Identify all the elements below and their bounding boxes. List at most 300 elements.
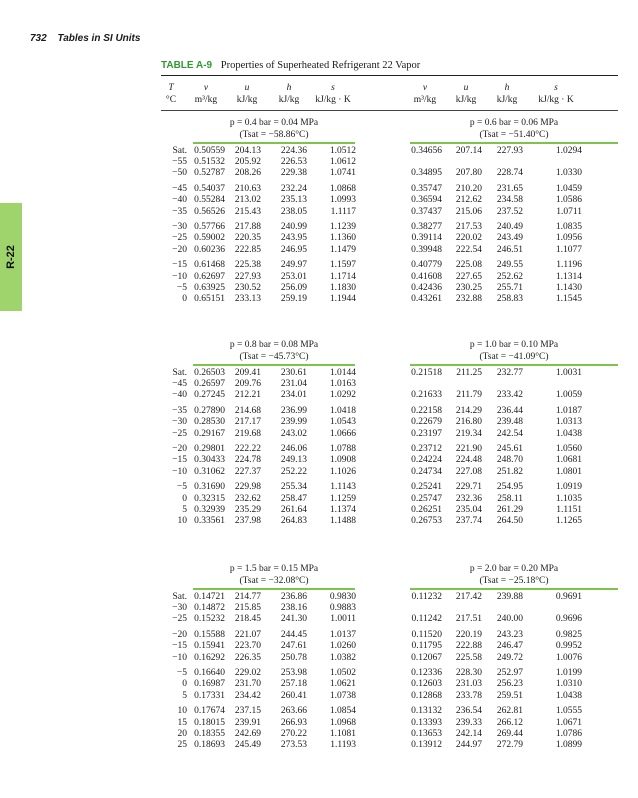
cell-right-3: 1.0059 bbox=[555, 390, 582, 401]
cell-left-3: 1.0144 bbox=[329, 368, 356, 378]
cell-left-0: 0.57766 bbox=[194, 222, 225, 233]
cell-left-3: 1.1117 bbox=[330, 206, 356, 217]
cell-left-3: 1.0666 bbox=[329, 428, 356, 439]
cell-left-0: 0.26597 bbox=[194, 379, 225, 390]
cell-left-2: 243.95 bbox=[280, 233, 307, 244]
cell-right-1: 242.14 bbox=[455, 728, 482, 739]
row-temperature: 0 bbox=[182, 293, 187, 304]
row-temperature: −15 bbox=[172, 260, 187, 271]
cell-left-0: 0.62697 bbox=[194, 271, 225, 282]
cell-right-2: 256.23 bbox=[496, 679, 523, 690]
cell-right-2: 252.97 bbox=[496, 668, 523, 679]
cell-right-0: 0.23712 bbox=[411, 444, 442, 455]
tsat-header-left: (Tsat = −58.86°C) bbox=[239, 130, 309, 140]
cell-left-2: 256.09 bbox=[280, 282, 307, 293]
cell-right-1: 236.54 bbox=[455, 706, 482, 717]
row-temperature: −35 bbox=[172, 406, 187, 417]
cell-right-2: 264.50 bbox=[496, 515, 523, 526]
cell-left-0: 0.18355 bbox=[194, 728, 225, 739]
cell-right-2: 246.47 bbox=[496, 641, 523, 652]
cell-right-0: 0.39948 bbox=[411, 244, 442, 255]
cell-left-3: 0.9883 bbox=[329, 603, 356, 614]
cell-right-3: 0.9696 bbox=[555, 614, 582, 625]
cell-left-3: 1.1143 bbox=[330, 482, 356, 493]
row-temperature: −45 bbox=[172, 184, 187, 195]
cell-right-2: 258.83 bbox=[496, 293, 523, 304]
table-header-rule bbox=[161, 110, 618, 111]
cell-left-3: 1.1259 bbox=[329, 493, 356, 504]
row-temperature: −10 bbox=[172, 652, 187, 663]
cell-right-1: 217.51 bbox=[455, 614, 482, 625]
cell-left-1: 208.26 bbox=[234, 168, 261, 179]
cell-right-2: 231.65 bbox=[496, 184, 523, 195]
cell-right-0: 0.22679 bbox=[411, 417, 442, 428]
cell-left-2: 234.01 bbox=[280, 390, 307, 401]
row-temperature: 10 bbox=[177, 515, 187, 526]
cell-left-0: 0.16987 bbox=[194, 679, 225, 690]
cell-right-0: 0.26753 bbox=[411, 515, 442, 526]
cell-left-1: 224.78 bbox=[234, 455, 261, 466]
cell-right-0: 0.41608 bbox=[411, 271, 442, 282]
cell-right-1: 237.74 bbox=[455, 515, 482, 526]
section-tab-label: R-22 bbox=[5, 245, 17, 269]
row-temperature: 5 bbox=[182, 690, 187, 701]
cell-left-1: 219.68 bbox=[234, 428, 261, 439]
cell-left-2: 263.66 bbox=[280, 706, 307, 717]
cell-left-1: 217.88 bbox=[234, 222, 261, 233]
cell-left-3: 1.1026 bbox=[329, 466, 356, 477]
cell-left-3: 1.0854 bbox=[329, 706, 356, 717]
cell-left-1: 215.85 bbox=[234, 603, 261, 614]
cell-left-1: 213.02 bbox=[234, 195, 261, 206]
cell-right-2: 228.74 bbox=[496, 168, 523, 179]
row-temperature: −5 bbox=[176, 668, 187, 679]
cell-right-2: 236.44 bbox=[496, 406, 523, 417]
cell-right-3: 1.0919 bbox=[555, 482, 582, 493]
cell-left-0: 0.27890 bbox=[194, 406, 225, 417]
cell-left-3: 1.1360 bbox=[329, 233, 356, 244]
cell-left-0: 0.63925 bbox=[194, 282, 225, 293]
cell-left-1: 239.91 bbox=[234, 717, 261, 728]
cell-left-1: 227.37 bbox=[234, 466, 261, 477]
cell-left-1: 227.93 bbox=[234, 271, 261, 282]
block-rule-left bbox=[193, 588, 355, 590]
cell-right-0: 0.43261 bbox=[411, 293, 442, 304]
cell-right-0: 0.39114 bbox=[411, 233, 442, 244]
cell-right-1: 214.29 bbox=[455, 406, 482, 417]
pressure-header-right: p = 0.6 bar = 0.06 MPa bbox=[469, 118, 559, 128]
tsat-header-right: (Tsat = −41.09°C) bbox=[479, 352, 549, 362]
cell-right-3: 1.1151 bbox=[556, 504, 582, 515]
cell-left-2: 257.18 bbox=[280, 679, 307, 690]
cell-left-1: 229.02 bbox=[234, 668, 261, 679]
cell-left-3: 1.0260 bbox=[329, 641, 356, 652]
cell-right-1: 244.97 bbox=[455, 739, 482, 750]
cell-right-0: 0.23197 bbox=[411, 428, 442, 439]
row-temperature: −50 bbox=[172, 168, 187, 179]
cell-left-1: 245.49 bbox=[234, 739, 261, 750]
cell-right-2: 239.48 bbox=[496, 417, 523, 428]
cell-left-1: 232.62 bbox=[234, 493, 261, 504]
col-right-0-symbol: v bbox=[422, 83, 428, 93]
col-left-0-symbol: v bbox=[203, 83, 209, 93]
block-rule-left bbox=[193, 142, 355, 144]
col-T-symbol: T bbox=[168, 83, 174, 93]
pressure-header-right: p = 1.0 bar = 0.10 MPa bbox=[469, 340, 559, 350]
row-temperature: Sat. bbox=[172, 368, 187, 378]
cell-right-3: 1.0330 bbox=[555, 168, 582, 179]
row-temperature: −45 bbox=[172, 379, 187, 390]
cell-right-2: 240.49 bbox=[496, 222, 523, 233]
cell-left-0: 0.17331 bbox=[194, 690, 225, 701]
cell-left-1: 225.38 bbox=[234, 260, 261, 271]
cell-right-1: 232.36 bbox=[455, 493, 482, 504]
cell-right-1: 215.06 bbox=[455, 206, 482, 217]
row-temperature: 5 bbox=[182, 504, 187, 515]
cell-left-3: 0.9830 bbox=[329, 592, 356, 602]
cell-left-3: 1.0137 bbox=[329, 630, 356, 641]
cell-left-0: 0.65151 bbox=[194, 293, 225, 304]
cell-left-2: 230.61 bbox=[280, 368, 307, 378]
cell-left-0: 0.31062 bbox=[194, 466, 225, 477]
cell-right-3: 1.0459 bbox=[555, 184, 582, 195]
cell-right-2: 272.79 bbox=[496, 739, 523, 750]
cell-left-1: 212.21 bbox=[234, 390, 261, 401]
cell-left-3: 1.0502 bbox=[329, 668, 356, 679]
cell-right-1: 230.25 bbox=[455, 282, 482, 293]
cell-right-0: 0.25747 bbox=[411, 493, 442, 504]
cell-right-0: 0.12067 bbox=[411, 652, 442, 663]
cell-left-2: 224.36 bbox=[280, 146, 307, 156]
cell-right-2: 227.93 bbox=[496, 146, 523, 156]
cell-right-0: 0.34895 bbox=[411, 168, 442, 179]
cell-left-0: 0.31690 bbox=[194, 482, 225, 493]
cell-left-1: 237.15 bbox=[234, 706, 261, 717]
col-right-3-symbol: s bbox=[554, 83, 558, 93]
cell-right-3: 1.1430 bbox=[555, 282, 582, 293]
pressure-header-left: p = 1.5 bar = 0.15 MPa bbox=[229, 564, 319, 574]
cell-right-1: 222.88 bbox=[455, 641, 482, 652]
cell-left-2: 246.06 bbox=[280, 444, 307, 455]
cell-right-0: 0.11520 bbox=[411, 630, 442, 641]
cell-right-3: 1.1314 bbox=[555, 271, 582, 282]
cell-left-1: 204.13 bbox=[234, 146, 261, 156]
cell-left-1: 242.69 bbox=[234, 728, 261, 739]
cell-left-3: 1.0968 bbox=[329, 717, 356, 728]
cell-right-2: 251.82 bbox=[496, 466, 523, 477]
cell-right-3: 1.0899 bbox=[555, 739, 582, 750]
block-rule-left bbox=[193, 364, 355, 366]
cell-left-1: 209.41 bbox=[234, 368, 261, 378]
row-temperature: 20 bbox=[177, 728, 187, 739]
cell-left-3: 1.1597 bbox=[329, 260, 356, 271]
cell-right-1: 216.80 bbox=[455, 417, 482, 428]
cell-left-2: 229.38 bbox=[280, 168, 307, 179]
cell-left-2: 249.13 bbox=[280, 455, 307, 466]
cell-right-1: 221.90 bbox=[455, 444, 482, 455]
cell-right-0: 0.13132 bbox=[411, 706, 442, 717]
cell-right-0: 0.11795 bbox=[411, 641, 442, 652]
cell-right-1: 228.30 bbox=[455, 668, 482, 679]
cell-right-1: 207.14 bbox=[455, 146, 482, 156]
cell-left-0: 0.29801 bbox=[194, 444, 225, 455]
cell-right-1: 235.04 bbox=[455, 504, 482, 515]
cell-right-3: 1.0835 bbox=[555, 222, 582, 233]
cell-right-2: 261.29 bbox=[496, 504, 523, 515]
col-right-1-unit: kJ/kg bbox=[455, 95, 477, 105]
cell-left-2: 250.78 bbox=[280, 652, 307, 663]
cell-right-0: 0.22158 bbox=[411, 406, 442, 417]
col-left-1-symbol: u bbox=[244, 83, 250, 93]
cell-right-1: 227.08 bbox=[455, 466, 482, 477]
cell-right-0: 0.12868 bbox=[411, 690, 442, 701]
row-temperature: −35 bbox=[172, 206, 187, 217]
cell-left-3: 1.0868 bbox=[329, 184, 356, 195]
cell-right-3: 1.1265 bbox=[555, 515, 582, 526]
cell-left-1: 230.52 bbox=[234, 282, 261, 293]
cell-right-2: 269.44 bbox=[496, 728, 523, 739]
cell-right-1: 207.80 bbox=[455, 168, 482, 179]
cell-right-3: 1.0187 bbox=[555, 406, 582, 417]
cell-left-1: 235.29 bbox=[234, 504, 261, 515]
pressure-header-left: p = 0.4 bar = 0.04 MPa bbox=[229, 118, 319, 128]
cell-right-2: 234.58 bbox=[496, 195, 523, 206]
cell-right-1: 231.03 bbox=[455, 679, 482, 690]
row-temperature: −5 bbox=[176, 482, 187, 493]
cell-right-1: 225.58 bbox=[455, 652, 482, 663]
cell-right-3: 1.0786 bbox=[555, 728, 582, 739]
cell-right-0: 0.21518 bbox=[411, 368, 442, 378]
cell-right-1: 212.62 bbox=[455, 195, 482, 206]
cell-right-3: 1.0076 bbox=[555, 652, 582, 663]
cell-right-1: 220.19 bbox=[455, 630, 482, 641]
cell-right-0: 0.26251 bbox=[411, 504, 442, 515]
cell-left-3: 1.1239 bbox=[329, 222, 356, 233]
cell-right-1: 217.42 bbox=[455, 592, 482, 602]
cell-left-2: 239.99 bbox=[280, 417, 307, 428]
cell-right-2: 246.51 bbox=[496, 244, 523, 255]
row-temperature: −25 bbox=[172, 233, 187, 244]
col-right-0-unit: m³/kg bbox=[413, 95, 437, 105]
cell-right-0: 0.37437 bbox=[411, 206, 442, 217]
cell-left-0: 0.32939 bbox=[194, 504, 225, 515]
cell-right-2: 249.55 bbox=[496, 260, 523, 271]
col-T-unit: °C bbox=[165, 95, 177, 105]
cell-left-1: 214.77 bbox=[234, 592, 261, 602]
cell-right-3: 1.0956 bbox=[555, 233, 582, 244]
cell-left-1: 220.35 bbox=[234, 233, 261, 244]
cell-left-3: 1.0292 bbox=[329, 390, 356, 401]
cell-left-1: 215.43 bbox=[234, 206, 261, 217]
cell-right-2: 242.54 bbox=[496, 428, 523, 439]
cell-left-1: 233.13 bbox=[234, 293, 261, 304]
cell-right-2: 252.62 bbox=[496, 271, 523, 282]
cell-left-0: 0.32315 bbox=[194, 493, 225, 504]
cell-left-3: 1.1944 bbox=[329, 293, 356, 304]
row-temperature: −40 bbox=[172, 390, 187, 401]
cell-left-3: 1.0741 bbox=[329, 168, 356, 179]
cell-left-2: 244.45 bbox=[280, 630, 307, 641]
row-temperature: 15 bbox=[177, 717, 187, 728]
cell-left-0: 0.27245 bbox=[194, 390, 225, 401]
cell-left-0: 0.50559 bbox=[194, 146, 225, 156]
cell-right-3: 1.1545 bbox=[555, 293, 582, 304]
block-rule-right bbox=[410, 588, 618, 590]
cell-left-3: 1.0163 bbox=[329, 379, 356, 390]
cell-right-1: 219.34 bbox=[455, 428, 482, 439]
cell-left-2: 249.97 bbox=[280, 260, 307, 271]
cell-right-0: 0.24734 bbox=[411, 466, 442, 477]
cell-left-0: 0.18015 bbox=[194, 717, 225, 728]
block-rule-right bbox=[410, 142, 618, 144]
col-left-2-symbol: h bbox=[286, 83, 292, 93]
cell-right-0: 0.35747 bbox=[411, 184, 442, 195]
cell-right-2: 266.12 bbox=[496, 717, 523, 728]
cell-left-1: 231.70 bbox=[234, 679, 261, 690]
cell-left-3: 1.0993 bbox=[329, 195, 356, 206]
cell-right-0: 0.40779 bbox=[411, 260, 442, 271]
cell-left-1: 223.70 bbox=[234, 641, 261, 652]
row-temperature: 10 bbox=[177, 706, 187, 717]
cell-right-3: 1.0031 bbox=[555, 368, 582, 378]
cell-left-3: 1.0418 bbox=[329, 406, 356, 417]
cell-left-3: 1.0612 bbox=[329, 157, 356, 168]
cell-left-2: 243.02 bbox=[280, 428, 307, 439]
cell-right-3: 1.1077 bbox=[555, 244, 582, 255]
running-head-title: Tables in SI Units bbox=[57, 33, 141, 44]
cell-left-2: 260.41 bbox=[280, 690, 307, 701]
cell-right-0: 0.36594 bbox=[411, 195, 442, 206]
cell-left-2: 253.98 bbox=[280, 668, 307, 679]
cell-left-2: 253.01 bbox=[280, 271, 307, 282]
cell-right-0: 0.42436 bbox=[411, 282, 442, 293]
cell-left-3: 1.1193 bbox=[330, 739, 356, 750]
cell-left-2: 231.04 bbox=[280, 379, 307, 390]
cell-right-1: 210.20 bbox=[455, 184, 482, 195]
cell-right-2: 262.81 bbox=[496, 706, 523, 717]
cell-left-1: 226.35 bbox=[234, 652, 261, 663]
row-temperature: −20 bbox=[172, 444, 187, 455]
cell-right-0: 0.13653 bbox=[411, 728, 442, 739]
cell-right-1: 233.78 bbox=[455, 690, 482, 701]
cell-left-3: 1.0382 bbox=[329, 652, 356, 663]
cell-left-0: 0.16640 bbox=[194, 668, 225, 679]
cell-left-1: 229.98 bbox=[234, 482, 261, 493]
cell-left-2: 236.99 bbox=[280, 406, 307, 417]
cell-right-3: 1.0681 bbox=[555, 455, 582, 466]
cell-left-1: 205.92 bbox=[234, 157, 261, 168]
cell-left-1: 218.45 bbox=[234, 614, 261, 625]
table-caption: Properties of Superheated Refrigerant 22 Vapor bbox=[220, 60, 421, 71]
col-left-0-unit: m³/kg bbox=[194, 95, 218, 105]
cell-right-0: 0.13912 bbox=[411, 739, 442, 750]
cell-left-2: 240.99 bbox=[280, 222, 307, 233]
col-right-2-unit: kJ/kg bbox=[496, 95, 518, 105]
col-right-2-symbol: h bbox=[504, 83, 510, 93]
cell-right-3: 1.0199 bbox=[555, 668, 582, 679]
cell-right-0: 0.12603 bbox=[411, 679, 442, 690]
cell-left-0: 0.61468 bbox=[194, 260, 225, 271]
cell-left-2: 261.64 bbox=[280, 504, 307, 515]
cell-right-3: 1.0313 bbox=[555, 417, 582, 428]
cell-left-2: 241.30 bbox=[280, 614, 307, 625]
cell-right-1: 224.48 bbox=[455, 455, 482, 466]
col-right-3-unit: kJ/kg · K bbox=[538, 95, 574, 105]
cell-right-2: 243.49 bbox=[496, 233, 523, 244]
cell-right-3: 1.0586 bbox=[555, 195, 582, 206]
cell-left-3: 1.1830 bbox=[329, 282, 356, 293]
cell-right-2: 249.72 bbox=[496, 652, 523, 663]
cell-left-0: 0.60236 bbox=[194, 244, 225, 255]
cell-left-2: 247.61 bbox=[280, 641, 307, 652]
cell-left-0: 0.56526 bbox=[194, 206, 225, 217]
row-temperature: −15 bbox=[172, 641, 187, 652]
cell-right-0: 0.38277 bbox=[411, 222, 442, 233]
cell-left-0: 0.30433 bbox=[194, 455, 225, 466]
cell-left-1: 221.07 bbox=[234, 630, 261, 641]
cell-left-3: 1.0621 bbox=[329, 679, 356, 690]
row-temperature: −10 bbox=[172, 466, 187, 477]
cell-left-2: 258.47 bbox=[280, 493, 307, 504]
row-temperature: −30 bbox=[172, 222, 187, 233]
cell-left-0: 0.16292 bbox=[194, 652, 225, 663]
section-tab bbox=[0, 203, 22, 311]
tsat-header-right: (Tsat = −25.18°C) bbox=[479, 576, 549, 586]
cell-left-2: 266.93 bbox=[280, 717, 307, 728]
cell-right-3: 1.0560 bbox=[555, 444, 582, 455]
cell-left-3: 1.0543 bbox=[329, 417, 356, 428]
cell-left-2: 259.19 bbox=[280, 293, 307, 304]
cell-right-3: 1.1035 bbox=[555, 493, 582, 504]
cell-right-3: 1.0294 bbox=[555, 146, 582, 156]
cell-left-2: 270.22 bbox=[280, 728, 307, 739]
cell-left-1: 237.98 bbox=[234, 515, 261, 526]
cell-left-3: 1.0512 bbox=[329, 146, 356, 156]
cell-right-3: 1.0671 bbox=[555, 717, 582, 728]
cell-left-2: 226.53 bbox=[280, 157, 307, 168]
cell-left-2: 232.24 bbox=[280, 184, 307, 195]
cell-left-0: 0.52787 bbox=[194, 168, 225, 179]
cell-right-3: 0.9691 bbox=[555, 592, 582, 602]
cell-right-0: 0.34656 bbox=[411, 146, 442, 156]
col-left-3-symbol: s bbox=[331, 83, 335, 93]
cell-left-2: 238.05 bbox=[280, 206, 307, 217]
cell-right-3: 1.0438 bbox=[555, 428, 582, 439]
cell-left-2: 252.22 bbox=[280, 466, 307, 477]
cell-right-3: 1.0801 bbox=[555, 466, 582, 477]
row-temperature: −30 bbox=[172, 603, 187, 614]
cell-right-1: 232.88 bbox=[455, 293, 482, 304]
row-temperature: −25 bbox=[172, 614, 187, 625]
cell-left-0: 0.54037 bbox=[194, 184, 225, 195]
cell-left-3: 1.1081 bbox=[329, 728, 356, 739]
cell-right-2: 232.77 bbox=[496, 368, 523, 378]
table-top-rule bbox=[161, 75, 618, 76]
cell-left-1: 234.42 bbox=[234, 690, 261, 701]
cell-right-1: 227.65 bbox=[455, 271, 482, 282]
row-temperature: Sat. bbox=[172, 592, 187, 602]
cell-right-2: 248.70 bbox=[496, 455, 523, 466]
cell-left-2: 246.95 bbox=[280, 244, 307, 255]
cell-right-1: 225.08 bbox=[455, 260, 482, 271]
row-temperature: −30 bbox=[172, 417, 187, 428]
tsat-header-left: (Tsat = −45.73°C) bbox=[239, 352, 309, 362]
cell-right-2: 233.42 bbox=[496, 390, 523, 401]
cell-right-1: 220.02 bbox=[455, 233, 482, 244]
cell-right-2: 254.95 bbox=[496, 482, 523, 493]
cell-left-3: 1.1374 bbox=[329, 504, 356, 515]
cell-left-0: 0.18693 bbox=[194, 739, 225, 750]
